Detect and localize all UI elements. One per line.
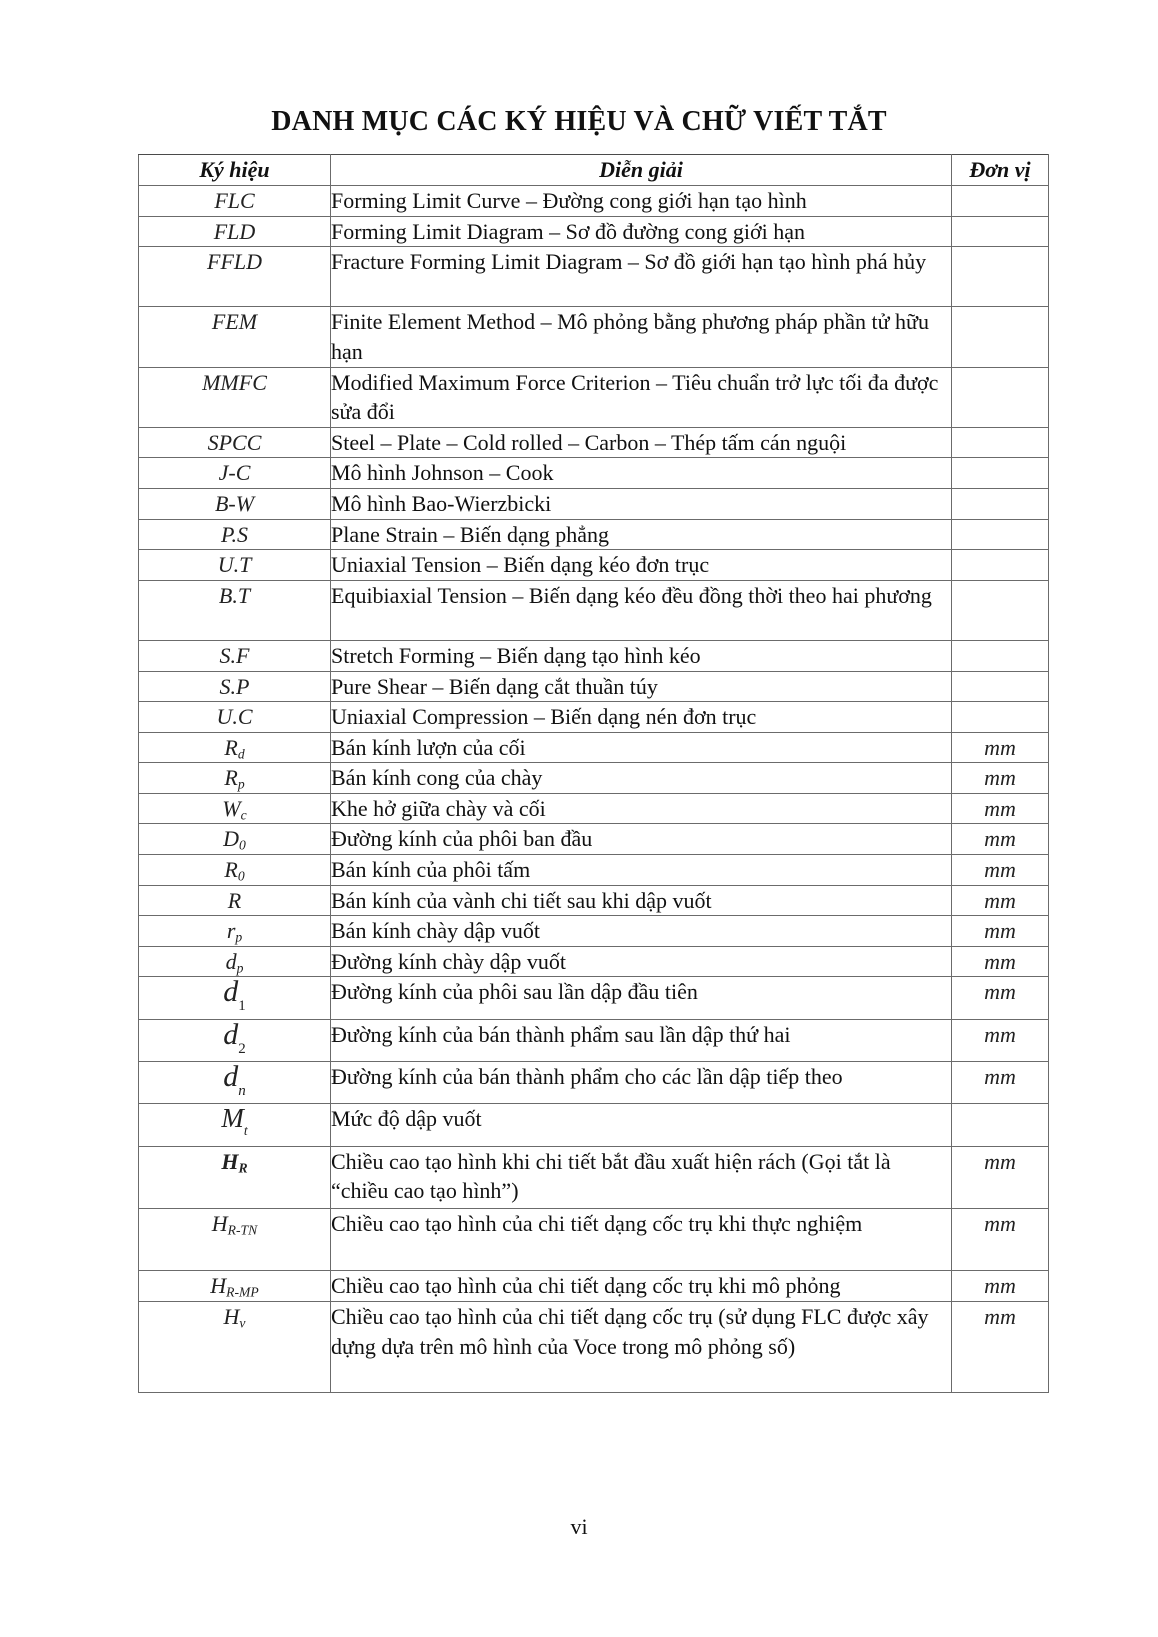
table-row: [139, 216, 1049, 247]
unit-cell: mm: [952, 977, 1049, 1019]
description-cell: Bán kính chày dập vuốt: [331, 916, 952, 947]
unit-cell: [952, 580, 1049, 640]
table-row: [139, 186, 1049, 217]
symbol: S.F: [219, 642, 250, 668]
description-cell: Bán kính cong của chày: [331, 763, 952, 794]
table-row: [139, 763, 1049, 794]
symbol-cell: [139, 793, 331, 824]
table-row: [139, 1302, 1049, 1393]
symbol-subscript: R: [238, 1160, 248, 1176]
unit-cell: [952, 519, 1049, 550]
symbol: MMFC: [202, 369, 267, 395]
table-row: [139, 367, 1049, 427]
page-number: vi: [570, 1514, 588, 1539]
symbol-subscript: 1: [238, 998, 246, 1015]
symbol: [221, 1103, 248, 1139]
table-header-row: [139, 155, 1049, 186]
symbol-cell: [139, 946, 331, 977]
symbol-cell: [139, 458, 331, 489]
symbol-subscript: 0: [237, 868, 245, 884]
symbol-cell: [139, 216, 331, 247]
symbol-cell: [139, 732, 331, 763]
symbol: D: [223, 826, 240, 852]
unit-cell: [952, 247, 1049, 307]
table-row: [139, 307, 1049, 367]
symbol-subscript: n: [238, 1083, 246, 1100]
symbol-cell: [139, 824, 331, 855]
symbol-cell: [139, 488, 331, 519]
symbol: [223, 1060, 246, 1100]
symbols-table: [138, 154, 1049, 1393]
symbol-cell: [139, 307, 331, 367]
unit-cell: mm: [952, 1019, 1049, 1061]
symbol-subscript: R-TN: [227, 1222, 258, 1238]
symbol: U.T: [217, 552, 252, 578]
symbol-letter: d: [223, 1060, 239, 1094]
symbol-cell: [139, 855, 331, 886]
symbol: P.S: [220, 521, 249, 547]
symbol: H: [223, 1304, 240, 1330]
symbol: B-W: [214, 490, 255, 516]
symbol-cell: [139, 1302, 331, 1393]
unit-cell: mm: [952, 916, 1049, 947]
symbol: FLC: [214, 188, 255, 213]
symbol-cell: [139, 550, 331, 581]
symbol-cell: [139, 671, 331, 702]
description-cell: Đường kính của phôi sau lần dập đầu tiên: [331, 977, 952, 1019]
unit-cell: [952, 702, 1049, 733]
symbol: H: [221, 1148, 239, 1174]
symbol: [223, 975, 246, 1015]
unit-cell: [952, 307, 1049, 367]
description-cell: Stretch Forming – Biến dạng tạo hình kéo: [331, 640, 952, 671]
description-cell: Forming Limit Curve – Đường cong giới hạn tạo hình: [331, 186, 952, 217]
unit-cell: [952, 216, 1049, 247]
description-cell: Chiều cao tạo hình khi chi tiết bắt đầu xuất hiện rách (Gọi tắt là “chiều cao tạo hình”): [331, 1146, 952, 1208]
symbol-letter: M: [221, 1103, 244, 1134]
symbol-subscript: t: [243, 1123, 248, 1139]
description-cell: Finite Element Method – Mô phỏng bằng phương pháp phần tử hữu hạn: [331, 307, 952, 367]
table-row: [139, 1270, 1049, 1302]
table-row: [139, 916, 1049, 947]
unit-cell: mm: [952, 946, 1049, 977]
symbol: S.P: [219, 673, 250, 699]
description-cell: Chiều cao tạo hình của chi tiết dạng cốc trụ khi thực nghiệm: [331, 1208, 952, 1270]
unit-cell: [952, 427, 1049, 458]
table-row: [139, 427, 1049, 458]
table-row: [139, 702, 1049, 733]
symbol-subscript: 2: [238, 1040, 246, 1057]
description-cell: Mô hình Bao-Wierzbicki: [331, 488, 952, 519]
description-cell: Khe hở giữa chày và cối: [331, 793, 952, 824]
symbol: U.C: [216, 704, 253, 730]
symbol-cell: [139, 763, 331, 794]
description-cell: Mức độ dập vuốt: [331, 1104, 952, 1146]
unit-cell: mm: [952, 885, 1049, 916]
symbol: J-C: [218, 460, 251, 486]
table-row: [139, 885, 1049, 916]
symbol-subscript: 0: [239, 837, 246, 853]
unit-cell: [952, 550, 1049, 581]
table-row: [139, 1208, 1049, 1270]
symbol-subscript: d: [237, 746, 245, 762]
symbol: R: [224, 765, 238, 791]
unit-cell: mm: [952, 763, 1049, 794]
unit-cell: [952, 1104, 1049, 1146]
table-row: [139, 1062, 1049, 1104]
description-cell: Đường kính của phôi ban đầu: [331, 824, 952, 855]
description-cell: Uniaxial Tension – Biến dạng kéo đơn trục: [331, 550, 952, 581]
description-cell: Chiều cao tạo hình của chi tiết dạng cốc trụ khi mô phỏng: [331, 1270, 952, 1302]
description-cell: Pure Shear – Biến dạng cắt thuần túy: [331, 671, 952, 702]
description-cell: Equibiaxial Tension – Biến dạng kéo đều đồng thời theo hai phương: [331, 580, 952, 640]
description-cell: Plane Strain – Biến dạng phẳng: [331, 519, 952, 550]
symbol: W: [222, 795, 241, 821]
symbol-cell: [139, 977, 331, 1019]
unit-cell: mm: [952, 1270, 1049, 1302]
description-cell: Chiều cao tạo hình của chi tiết dạng cốc trụ (sử dụng FLC được xây dựng dựa trên mô hình của Voce trong mô phỏng số): [331, 1302, 952, 1393]
description-cell: Uniaxial Compression – Biến dạng nén đơn trục: [331, 702, 952, 733]
table-row: [139, 488, 1049, 519]
unit-cell: [952, 640, 1049, 671]
symbol-cell: [139, 580, 331, 640]
symbol-cell: [139, 186, 331, 217]
table-row: [139, 640, 1049, 671]
symbol-cell: [139, 1146, 331, 1208]
symbol-cell: [139, 1270, 331, 1302]
table-row: [139, 946, 1049, 977]
description-cell: Đường kính chày dập vuốt: [331, 946, 952, 977]
table-row: [139, 458, 1049, 489]
unit-cell: [952, 488, 1049, 519]
symbol: r: [226, 918, 236, 944]
unit-cell: mm: [952, 732, 1049, 763]
symbol-subscript: R-MP: [226, 1284, 259, 1300]
symbol: FFLD: [207, 249, 262, 275]
table-row: [139, 977, 1049, 1019]
table-row: [139, 793, 1049, 824]
symbol-cell: [139, 1104, 331, 1146]
symbol-cell: [139, 1062, 331, 1104]
description-cell: Đường kính của bán thành phẩm sau lần dập thứ hai: [331, 1019, 952, 1061]
description-cell: Bán kính lượn của cối: [331, 732, 952, 763]
symbol-cell: [139, 247, 331, 307]
symbol: [223, 1017, 246, 1057]
header-symbol: Ký hiệu: [139, 155, 331, 186]
symbol: FLD: [213, 218, 256, 244]
description-cell: Bán kính của phôi tấm: [331, 855, 952, 886]
description-cell: Modified Maximum Force Criterion – Tiêu chuẩn trở lực tối đa được sửa đổi: [331, 367, 952, 427]
table-row: [139, 824, 1049, 855]
table-row: [139, 550, 1049, 581]
description-cell: Forming Limit Diagram – Sơ đồ đường cong giới hạn: [331, 216, 952, 247]
unit-cell: mm: [952, 1208, 1049, 1270]
description-cell: Bán kính của vành chi tiết sau khi dập vuốt: [331, 885, 952, 916]
unit-cell: mm: [952, 1146, 1049, 1208]
symbol: H: [210, 1272, 227, 1298]
symbol-letter: d: [223, 975, 239, 1009]
unit-cell: mm: [952, 824, 1049, 855]
symbol-subscript: c: [240, 807, 247, 823]
symbol-subscript: p: [235, 929, 243, 945]
description-cell: Đường kính của bán thành phẩm cho các lần dập tiếp theo: [331, 1062, 952, 1104]
symbol-cell: [139, 702, 331, 733]
symbol-cell: [139, 640, 331, 671]
symbol: B.T: [218, 582, 251, 608]
header-description: Diễn giải: [331, 155, 952, 186]
symbol-cell: [139, 1019, 331, 1061]
symbol-cell: [139, 1208, 331, 1270]
description-cell: Steel – Plate – Cold rolled – Carbon – Thép tấm cán nguội: [331, 427, 952, 458]
unit-cell: mm: [952, 1302, 1049, 1393]
symbol-cell: [139, 367, 331, 427]
unit-cell: [952, 186, 1049, 217]
table-row: [139, 580, 1049, 640]
description-cell: Mô hình Johnson – Cook: [331, 458, 952, 489]
table-row: [139, 855, 1049, 886]
symbol-cell: [139, 519, 331, 550]
unit-cell: mm: [952, 855, 1049, 886]
unit-cell: mm: [952, 793, 1049, 824]
table-row: [139, 519, 1049, 550]
symbol-cell: [139, 885, 331, 916]
symbol-subscript: p: [236, 960, 244, 976]
unit-cell: mm: [952, 1062, 1049, 1104]
table-row: [139, 1146, 1049, 1208]
header-unit: Đơn vị: [952, 155, 1049, 186]
table-row: [139, 1104, 1049, 1146]
symbol-subscript: v: [239, 1315, 246, 1331]
symbol: R: [224, 857, 238, 883]
page-title: DANH MỤC CÁC KÝ HIỆU VÀ CHỮ VIẾT TẮT: [271, 106, 887, 137]
symbol-cell: [139, 916, 331, 947]
symbol: R: [227, 887, 242, 913]
table-row: [139, 732, 1049, 763]
unit-cell: [952, 458, 1049, 489]
table-row: [139, 1019, 1049, 1061]
symbol: d: [225, 948, 237, 974]
unit-cell: [952, 671, 1049, 702]
symbol-subscript: p: [237, 776, 245, 792]
description-cell: Fracture Forming Limit Diagram – Sơ đồ giới hạn tạo hình phá hủy: [331, 247, 952, 307]
symbol: FEM: [211, 309, 258, 335]
symbol: R: [224, 734, 238, 760]
unit-cell: [952, 367, 1049, 427]
table-row: [139, 671, 1049, 702]
symbol: SPCC: [207, 429, 262, 455]
symbol: H: [211, 1210, 228, 1236]
symbol-letter: d: [223, 1017, 239, 1051]
table-row: [139, 247, 1049, 307]
symbol-cell: [139, 427, 331, 458]
